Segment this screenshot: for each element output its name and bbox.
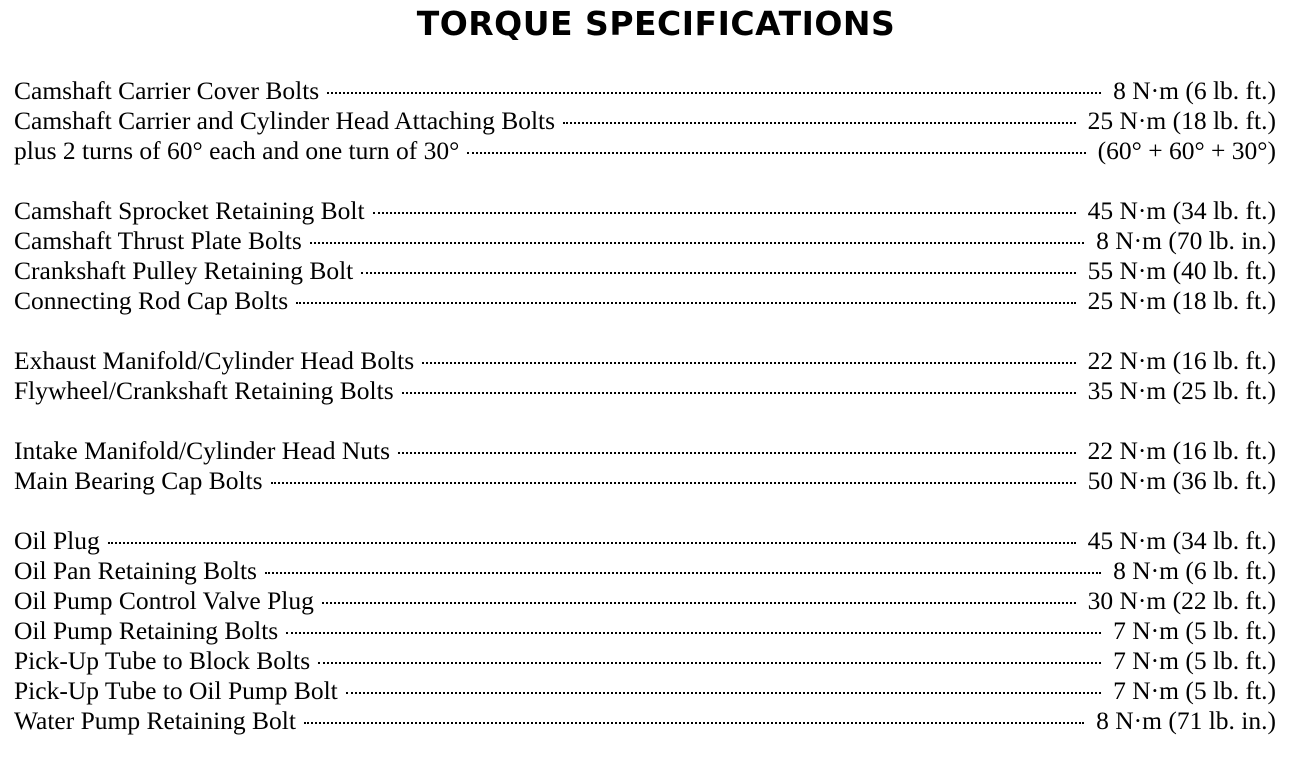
spec-row [14, 586, 1276, 616]
spec-label: Pick-Up Tube to Oil Pump Bolt [14, 676, 338, 705]
page-title: TORQUE SPECIFICATIONS [416, 4, 896, 43]
spec-group [14, 76, 1276, 166]
spec-label: Flywheel/Crankshaft Retaining Bolts [14, 376, 394, 405]
spec-value: 8 N·m (6 lb. ft.) [1113, 76, 1276, 105]
spec-value: 30 N·m (22 lb. ft.) [1087, 586, 1276, 615]
spec-row [14, 616, 1276, 646]
dot-leader [467, 152, 1085, 154]
spec-row [14, 346, 1276, 376]
spec-row [14, 226, 1276, 256]
dot-leader [310, 242, 1084, 244]
dot-leader [422, 362, 1075, 364]
spec-row [14, 526, 1276, 556]
dot-leader [296, 302, 1075, 304]
spec-label: Camshaft Carrier and Cylinder Head Attaching Bolts [14, 106, 556, 135]
spec-value: 7 N·m (5 lb. ft.) [1113, 616, 1276, 645]
spec-label: Pick-Up Tube to Block Bolts [14, 646, 311, 675]
spec-row [14, 256, 1276, 286]
spec-label: Exhaust Manifold/Cylinder Head Bolts [14, 346, 415, 375]
dot-leader [286, 632, 1101, 634]
spec-row [14, 286, 1276, 316]
spec-value: 22 N·m (16 lb. ft.) [1087, 346, 1276, 375]
spec-row [14, 106, 1276, 136]
dot-leader [271, 482, 1076, 484]
spec-label: Main Bearing Cap Bolts [14, 466, 263, 495]
spec-label: plus 2 turns of 60° each and one turn of 30° [14, 136, 460, 165]
torque-spec-list [14, 76, 1276, 766]
spec-label: Camshaft Thrust Plate Bolts [14, 226, 302, 255]
spec-group [14, 196, 1276, 316]
spec-row [14, 436, 1276, 466]
spec-row [14, 76, 1276, 106]
spec-group [14, 346, 1276, 406]
spec-value: 45 N·m (34 lb. ft.) [1087, 196, 1276, 225]
spec-value: 22 N·m (16 lb. ft.) [1087, 436, 1276, 465]
dot-leader [304, 722, 1084, 724]
spec-row [14, 376, 1276, 406]
spec-value: 55 N·m (40 lb. ft.) [1087, 256, 1276, 285]
spec-label: Camshaft Carrier Cover Bolts [14, 76, 320, 105]
spec-label: Water Pump Retaining Bolt [14, 706, 296, 735]
spec-value: 45 N·m (34 lb. ft.) [1087, 526, 1276, 555]
spec-row [14, 646, 1276, 676]
spec-label: Connecting Rod Cap Bolts [14, 286, 289, 315]
spec-value: 50 N·m (36 lb. ft.) [1087, 466, 1276, 495]
dot-leader [346, 692, 1101, 694]
spec-value: 25 N·m (18 lb. ft.) [1087, 286, 1276, 315]
dot-leader [563, 122, 1076, 124]
spec-value: 8 N·m (71 lb. in.) [1096, 706, 1276, 735]
spec-row [14, 676, 1276, 706]
spec-label: Oil Plug [14, 526, 100, 555]
spec-row [14, 556, 1276, 586]
spec-label: Intake Manifold/Cylinder Head Nuts [14, 436, 391, 465]
dot-leader [318, 662, 1101, 664]
spec-value: 35 N·m (25 lb. ft.) [1087, 376, 1276, 405]
spec-value: 7 N·m (5 lb. ft.) [1113, 646, 1276, 675]
spec-row [14, 706, 1276, 736]
dot-leader [402, 392, 1076, 394]
spec-label: Crankshaft Pulley Retaining Bolt [14, 256, 354, 285]
dot-leader [265, 572, 1101, 574]
spec-label: Oil Pump Retaining Bolts [14, 616, 279, 645]
dot-leader [398, 452, 1076, 454]
spec-value: (60° + 60° + 30°) [1097, 136, 1276, 165]
spec-group [14, 526, 1276, 736]
spec-value: 8 N·m (70 lb. in.) [1096, 226, 1276, 255]
spec-value: 8 N·m (6 lb. ft.) [1113, 556, 1276, 585]
spec-group [14, 436, 1276, 496]
dot-leader [108, 542, 1076, 544]
dot-leader [361, 272, 1075, 274]
spec-label: Camshaft Sprocket Retaining Bolt [14, 196, 365, 225]
spec-row [14, 196, 1276, 226]
spec-row [14, 136, 1276, 166]
dot-leader [373, 212, 1076, 214]
dot-leader [327, 92, 1101, 94]
spec-label: Oil Pump Control Valve Plug [14, 586, 314, 615]
spec-label: Oil Pan Retaining Bolts [14, 556, 257, 585]
spec-value: 7 N·m (5 lb. ft.) [1113, 676, 1276, 705]
spec-row [14, 466, 1276, 496]
spec-value: 25 N·m (18 lb. ft.) [1087, 106, 1276, 135]
dot-leader [322, 602, 1076, 604]
